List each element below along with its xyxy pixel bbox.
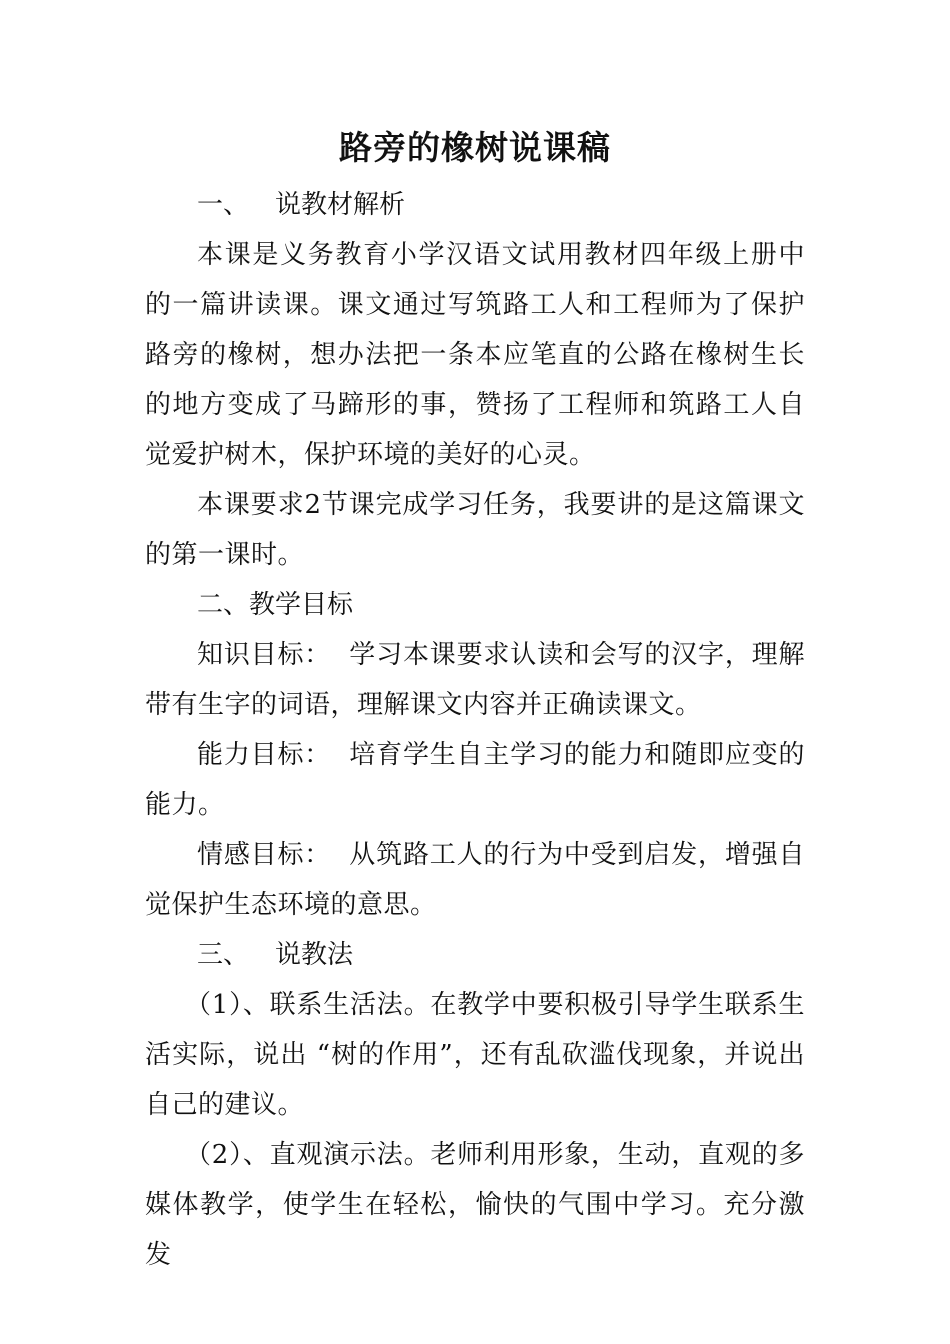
paragraph-ability-goal: 能力目标： 培育学生自主学习的能力和随即应变的能力。 xyxy=(145,740,805,820)
section-number: 一、 xyxy=(197,190,250,220)
paragraph-lesson-plan: 本课要求2节课完成学习任务，我要讲的是这篇课文的第一课时。 xyxy=(145,490,805,570)
section-number: 二、 xyxy=(197,590,250,620)
section-title: 教学目标 xyxy=(249,590,354,620)
paragraph-method-2: （2）、直观演示法。老师利用形象，生动，直观的多媒体教学，使学生在轻松，愉快的气围中学习。充分激发 xyxy=(145,1140,805,1270)
document-title: 路旁的橡树说课稿 xyxy=(339,128,611,167)
section-heading-1 xyxy=(145,180,805,230)
section-title: 说教材解析 xyxy=(275,190,406,220)
paragraph-emotion-goal: 情感目标： 从筑路工人的行为中受到启发，增强自觉保护生态环境的意思。 xyxy=(145,840,805,920)
section-heading-2 xyxy=(145,580,805,630)
section-heading-3 xyxy=(145,930,805,980)
section-number: 三、 xyxy=(197,940,250,970)
document-page xyxy=(145,122,805,1280)
paragraph-knowledge-goal: 知识目标： 学习本课要求认读和会写的汉字，理解带有生字的词语，理解课文内容并正确读课文。 xyxy=(145,640,805,720)
paragraph-method-1: （1）、联系生活法。在教学中要积极引导学生联系生活实际，说出 “树的作用”，还有乱砍滥伐现象，并说出自己的建议。 xyxy=(145,990,805,1120)
paragraph-textbook-intro: 本课是义务教育小学汉语文试用教材四年级上册中的一篇讲读课。课文通过写筑路工人和工程师为了保护路旁的橡树，想办法把一条本应笔直的公路在橡树生长的地方变成了马蹄形的事，赞扬了工程师和筑路工人自觉爱护树木，保护环境的美好的心灵。 xyxy=(145,240,805,470)
section-title: 说教法 xyxy=(275,940,354,970)
